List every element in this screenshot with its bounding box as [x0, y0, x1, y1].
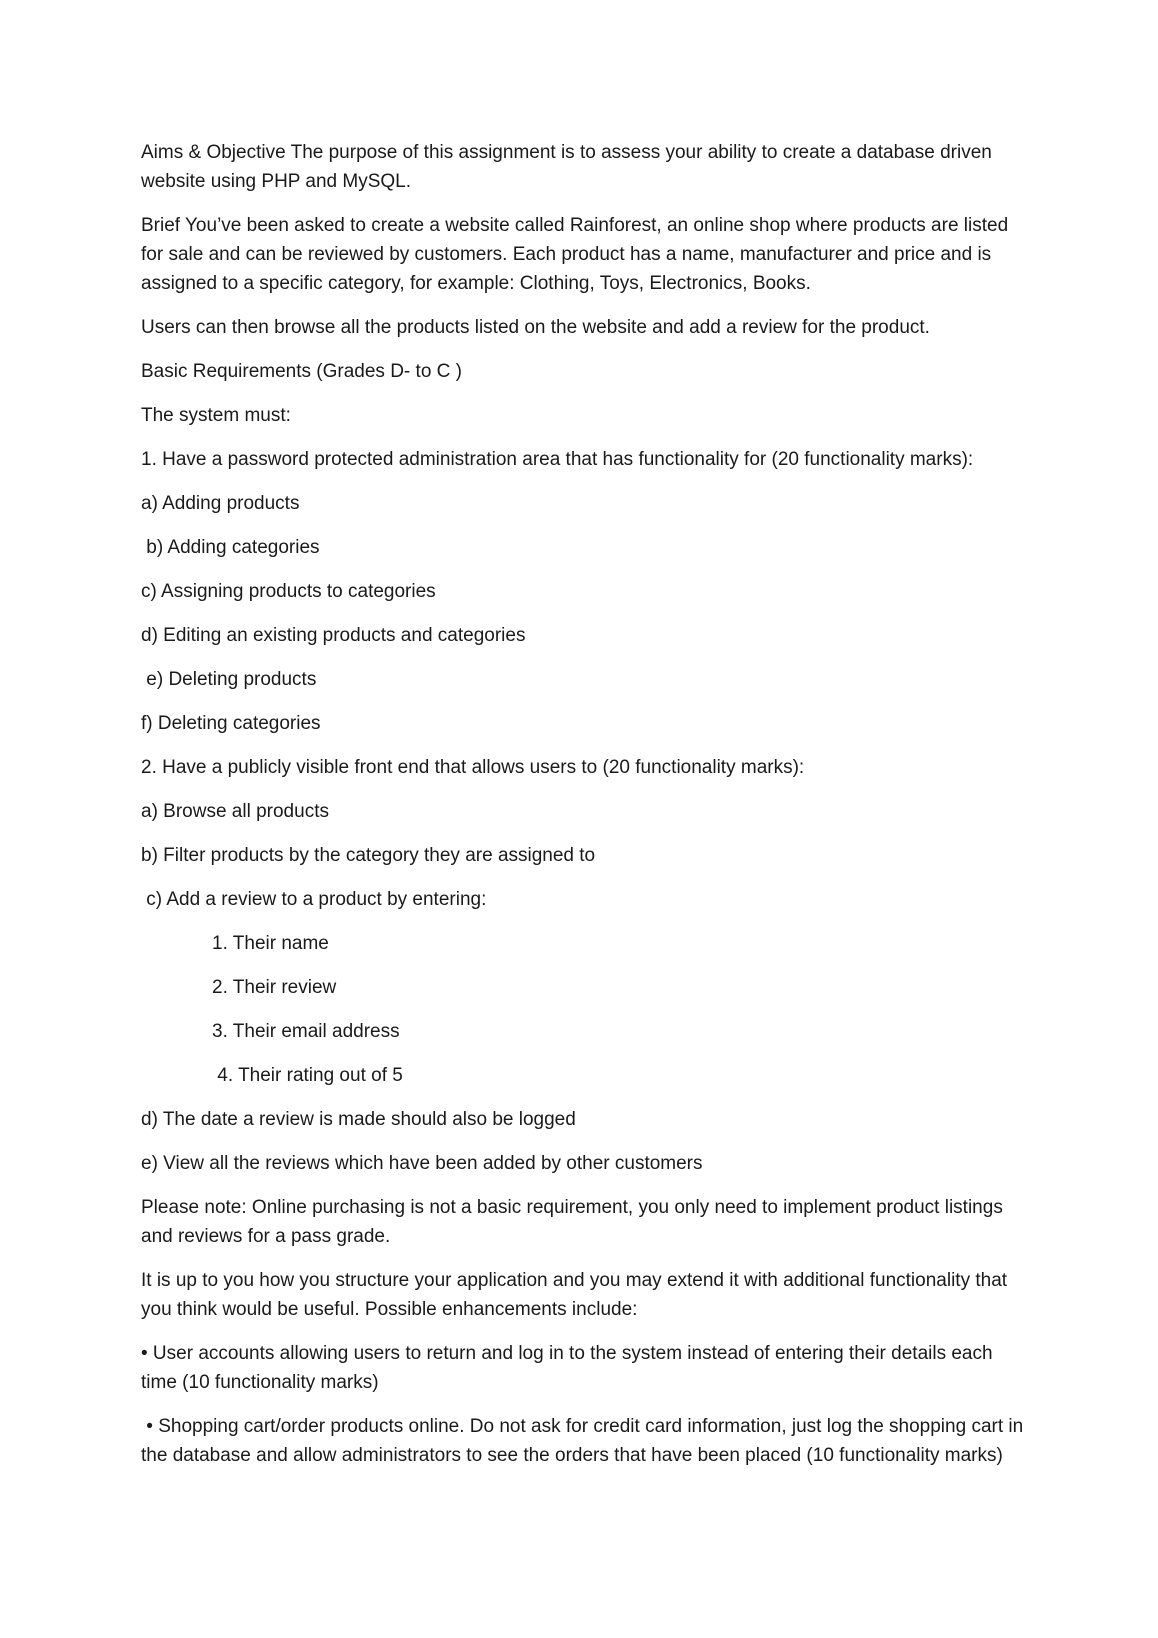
sub-item-review: 2. Their review [212, 977, 337, 998]
list-item-view-reviews: e) View all the reviews which have been added by other customers [141, 1153, 703, 1174]
list-item-adding-categories: b) Adding categories [141, 537, 320, 558]
document-body [141, 138, 1029, 1485]
list-item-add-review: c) Add a review to a product by entering: [141, 889, 487, 910]
paragraph-structure: It is up to you how you structure your application and you may extend it with additional functionality that you think would be useful. Possible enhancements include: [141, 1270, 1013, 1320]
sub-item-email: 3. Their email address [212, 1021, 400, 1042]
paragraph-aims: Aims & Objective The purpose of this assignment is to assess your ability to create a database driven website using PHP and MySQL. [141, 142, 998, 192]
list-item-filter-products: b) Filter products by the category they are assigned to [141, 845, 596, 866]
paragraph-please-note: Please note: Online purchasing is not a basic requirement, you only need to implement product listings and reviews for a pass grade. [141, 1197, 1009, 1247]
heading-basic-requirements: Basic Requirements (Grades D- to C ) [141, 361, 462, 382]
paragraph-users-browse: Users can then browse all the products listed on the website and add a review for the product. [141, 317, 930, 338]
sub-item-name: 1. Their name [212, 933, 329, 954]
paragraph-system-must: The system must: [141, 405, 291, 426]
list-item-review-date: d) The date a review is made should also be logged [141, 1109, 576, 1130]
list-item-admin-area: 1. Have a password protected administration area that has functionality for (20 functionality marks): [141, 449, 974, 470]
list-item-editing: d) Editing an existing products and categories [141, 625, 526, 646]
bullet-user-accounts: • User accounts allowing users to return and log in to the system instead of entering their details each time (10 functionality marks) [141, 1343, 998, 1393]
paragraph-brief: Brief You’ve been asked to create a website called Rainforest, an online shop where products are listed for sale and can be reviewed by customers. Each product has a name, manufacturer and price and is assigned to a specific category, for example: Clothing, Toys, Electronics, Books. [141, 215, 1014, 294]
list-item-deleting-categories: f) Deleting categories [141, 713, 321, 734]
list-item-assigning-products: c) Assigning products to categories [141, 581, 436, 602]
list-item-front-end: 2. Have a publicly visible front end that allows users to (20 functionality marks): [141, 757, 805, 778]
bullet-shopping-cart: • Shopping cart/order products online. Do not ask for credit card information, just log the shopping cart in the database and allow administrators to see the orders that have been placed (10 functionality marks) [141, 1416, 1029, 1466]
list-item-adding-products: a) Adding products [141, 493, 300, 514]
sub-item-rating: 4. Their rating out of 5 [212, 1065, 403, 1086]
list-item-deleting-products: e) Deleting products [141, 669, 317, 690]
list-item-browse-products: a) Browse all products [141, 801, 329, 822]
